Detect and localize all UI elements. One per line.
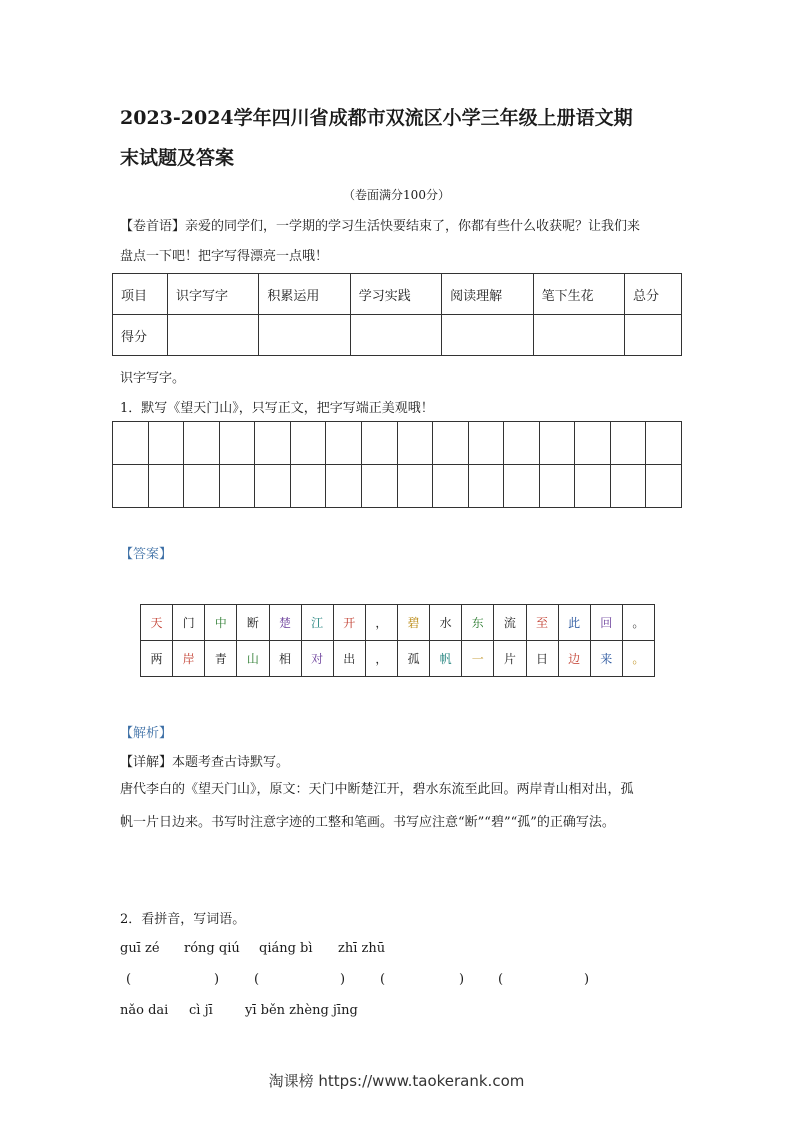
writing-cell[interactable] [397, 422, 433, 465]
grid-row [113, 465, 682, 508]
analysis-label: 【解析】 [120, 726, 173, 741]
table-cell: 积累运用 [259, 274, 350, 315]
answer-cell: 门 [173, 605, 205, 641]
answer-cell: 回 [590, 605, 622, 641]
writing-cell[interactable] [575, 422, 611, 465]
answer-cell: 片 [494, 641, 526, 677]
answer-cell: 开 [333, 605, 365, 641]
writing-cell[interactable] [184, 422, 220, 465]
answer-cell: 对 [301, 641, 333, 677]
table-cell: 得分 [113, 315, 168, 356]
writing-cell[interactable] [326, 422, 362, 465]
writing-cell[interactable] [646, 465, 682, 508]
table-cell: 笔下生花 [533, 274, 624, 315]
footer-watermark: 淘课榜 https://www.taokerank.com [268, 1072, 525, 1090]
answer-cell: 流 [494, 605, 526, 641]
writing-cell[interactable] [468, 422, 504, 465]
doc-title-line-1: 2023-2024学年四川省成都市双流区小学三年级上册语文期 [120, 107, 633, 129]
answer-row [141, 605, 655, 641]
answer-cell: ， [365, 605, 397, 641]
answer-cell: 天 [141, 605, 173, 641]
pinyin-word: róng qiú [184, 941, 240, 956]
table-cell: 阅读理解 [442, 274, 533, 315]
answer-cell: 岸 [173, 641, 205, 677]
writing-cell[interactable] [113, 465, 149, 508]
writing-cell[interactable] [290, 422, 326, 465]
writing-cell[interactable] [219, 465, 255, 508]
writing-cell[interactable] [290, 465, 326, 508]
pinyin-word: cì jī [189, 1003, 213, 1018]
writing-cell[interactable] [539, 465, 575, 508]
writing-cell[interactable] [504, 422, 540, 465]
answer-bracket-open: ( [380, 972, 386, 987]
score-input-cell[interactable] [350, 315, 441, 356]
writing-cell[interactable] [148, 465, 184, 508]
writing-cell[interactable] [219, 422, 255, 465]
answer-cell: 两 [141, 641, 173, 677]
answer-bracket-close: ) [584, 972, 590, 987]
analysis-body-line-1: 唐代李白的《望天门山》，原文：天门中断楚江开，碧水东流至此回。两岸青山相对出，孤 [120, 782, 634, 797]
answer-cell: 边 [558, 641, 590, 677]
answer-cell: 楚 [269, 605, 301, 641]
answer-cell: 山 [237, 641, 269, 677]
answer-grid [140, 604, 655, 677]
answer-cell: 至 [526, 605, 558, 641]
answer-row [141, 641, 655, 677]
writing-cell[interactable] [610, 422, 646, 465]
pinyin-word: nǎo dai [120, 1003, 169, 1018]
analysis-body-line-2: 帆一片日边来。书写时注意字迹的工整和笔画。书写应注意“断”“碧”“孤”的正确写法。 [120, 815, 615, 830]
writing-cell[interactable] [255, 465, 291, 508]
question-1: 1．默写《望天门山》，只写正文，把字写端正美观哦！ [120, 401, 434, 416]
answer-cell: ， [365, 641, 397, 677]
writing-cell[interactable] [184, 465, 220, 508]
writing-cell[interactable] [361, 465, 397, 508]
score-table [112, 273, 682, 356]
answer-cell: 江 [301, 605, 333, 641]
answer-cell: 中 [205, 605, 237, 641]
answer-cell: 断 [237, 605, 269, 641]
answer-cell: 相 [269, 641, 301, 677]
doc-title-line-2: 末试题及答案 [120, 147, 235, 169]
intro-line-2: 盘点一下吧！把字写得漂亮一点哦！ [120, 249, 329, 264]
writing-cell[interactable] [113, 422, 149, 465]
writing-cell[interactable] [539, 422, 575, 465]
score-input-cell[interactable] [442, 315, 533, 356]
writing-cell[interactable] [504, 465, 540, 508]
answer-cell: 出 [333, 641, 365, 677]
writing-grid [112, 421, 682, 508]
answer-cell: 东 [462, 605, 494, 641]
score-table-score-row [113, 315, 682, 356]
answer-bracket-open: ( [254, 972, 260, 987]
pinyin-word: qiáng bì [259, 941, 313, 956]
answer-bracket-close: ) [340, 972, 346, 987]
answer-cell: 水 [430, 605, 462, 641]
answer-cell: 日 [526, 641, 558, 677]
table-cell: 学习实践 [350, 274, 441, 315]
table-cell: 识字写字 [168, 274, 259, 315]
answer-cell: 此 [558, 605, 590, 641]
answer-cell: 碧 [398, 605, 430, 641]
answer-cell: 青 [205, 641, 237, 677]
writing-cell[interactable] [646, 422, 682, 465]
score-input-cell[interactable] [259, 315, 350, 356]
answer-cell: 来 [590, 641, 622, 677]
writing-cell[interactable] [468, 465, 504, 508]
writing-cell[interactable] [148, 422, 184, 465]
score-table-header-row [113, 274, 682, 315]
answer-bracket-close: ) [214, 972, 220, 987]
answer-cell: 。 [622, 641, 654, 677]
writing-cell[interactable] [575, 465, 611, 508]
score-input-cell[interactable] [168, 315, 259, 356]
pinyin-word: guī zé [120, 941, 160, 956]
answer-cell: 。 [622, 605, 654, 641]
analysis-detail: 【详解】本题考查古诗默写。 [120, 755, 290, 770]
writing-cell[interactable] [433, 465, 469, 508]
writing-cell[interactable] [433, 422, 469, 465]
answer-cell: 帆 [430, 641, 462, 677]
answer-bracket-open: ( [126, 972, 132, 987]
grid-row [113, 422, 682, 465]
table-cell: 项目 [113, 274, 168, 315]
pinyin-word: zhī zhū [338, 941, 386, 956]
writing-cell[interactable] [397, 465, 433, 508]
pinyin-word: yī běn zhèng jīng [245, 1003, 358, 1018]
writing-cell[interactable] [255, 422, 291, 465]
answer-label: 【答案】 [120, 547, 173, 562]
question-2: 2．看拼音，写词语。 [120, 912, 246, 927]
intro-line-1: 【卷首语】亲爱的同学们，一学期的学习生活快要结束了，你都有些什么收获呢？让我们来 [120, 219, 641, 234]
subtitle: （卷面满分100分） [343, 188, 450, 202]
table-cell: 总分 [624, 274, 681, 315]
answer-cell: 孤 [398, 641, 430, 677]
section-heading: 识字写字。 [120, 371, 186, 386]
writing-cell[interactable] [326, 465, 362, 508]
answer-bracket-close: ) [459, 972, 465, 987]
answer-bracket-open: ( [498, 972, 504, 987]
score-input-cell[interactable] [624, 315, 681, 356]
answer-cell: 一 [462, 641, 494, 677]
score-input-cell[interactable] [533, 315, 624, 356]
writing-cell[interactable] [610, 465, 646, 508]
writing-cell[interactable] [361, 422, 397, 465]
